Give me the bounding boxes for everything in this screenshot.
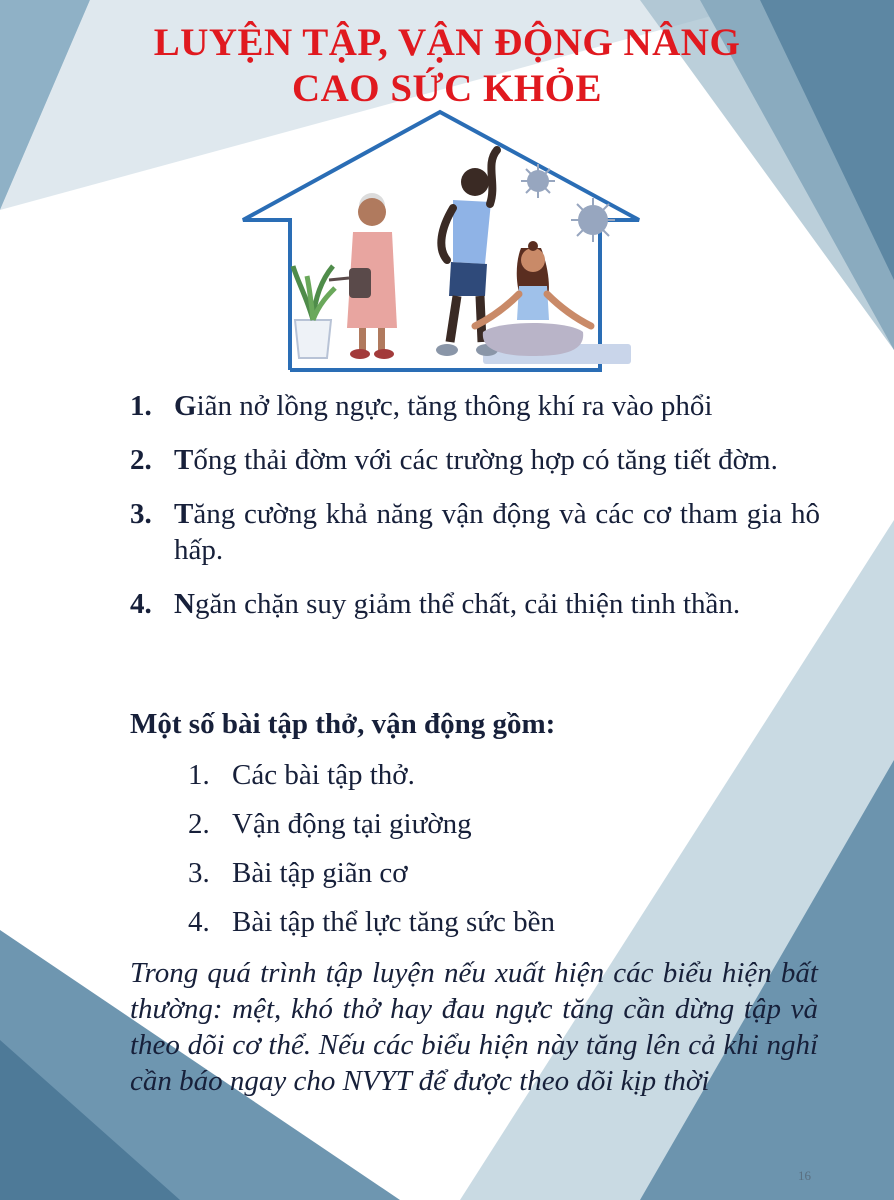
list-item — [130, 586, 820, 622]
list-number: 3. — [130, 498, 152, 530]
virus-icon — [521, 164, 615, 242]
stretching-man-icon — [436, 150, 498, 356]
title-line-2: CAO SỨC KHỎE — [291, 67, 603, 110]
list-text: iãn nở lồng ngực, tăng thông khí ra vào phổi — [196, 390, 713, 422]
list-number: 1. — [188, 759, 210, 791]
page-title — [0, 20, 894, 112]
list-lead-letter: T — [174, 498, 194, 530]
benefits-list — [130, 388, 820, 640]
list-lead-letter: N — [174, 588, 195, 620]
list-item — [188, 806, 555, 842]
list-text: Các bài tập thở. — [232, 759, 415, 791]
list-text: Vận động tại giường — [232, 808, 472, 840]
list-lead-letter: G — [174, 390, 197, 422]
list-number: 3. — [188, 857, 210, 889]
list-text: Bài tập thể lực tăng sức bền — [232, 906, 555, 938]
elderly-woman-icon — [329, 193, 397, 359]
warning-note: Trong quá trình tập luyện nếu xuất hiện các biểu hiện bất thường: mệt, khó thở hay đau ngực tăng cần dừng tập và theo dõi cơ thể. Nếu các biểu hiện này tăng lên cả khi nghỉ cần báo ngay cho NVYT để được theo dõi kịp thời — [130, 957, 818, 1097]
list-item — [188, 757, 555, 793]
plant-icon — [293, 266, 335, 358]
list-item — [188, 904, 555, 940]
list-item — [188, 855, 555, 891]
list-number: 1. — [130, 390, 152, 422]
page-number: 16 — [798, 1168, 811, 1183]
list-item — [130, 496, 820, 568]
list-text: găn chặn suy giảm thể chất, cải thiện tinh thần. — [194, 588, 741, 620]
list-item — [130, 442, 820, 478]
list-lead-letter: T — [174, 444, 194, 476]
list-number: 2. — [188, 808, 210, 840]
list-text: ống thải đờm với các trường hợp có tăng tiết đờm. — [193, 444, 778, 476]
list-text: ăng cường khả năng vận động và các cơ tham gia hô hấp. — [174, 498, 820, 566]
title-line-1: LUYỆN TẬP, VẬN ĐỘNG NÂNG — [153, 21, 741, 64]
meditating-woman-icon — [475, 241, 591, 356]
list-text: Bài tập giãn cơ — [232, 857, 408, 889]
exercises-list — [188, 757, 555, 953]
exercises-heading: Một số bài tập thở, vận động gồm: — [130, 708, 556, 740]
list-number: 2. — [130, 444, 152, 476]
list-item — [130, 388, 820, 424]
list-number: 4. — [188, 906, 210, 938]
list-number: 4. — [130, 588, 152, 620]
exercise-illustration — [235, 108, 655, 376]
